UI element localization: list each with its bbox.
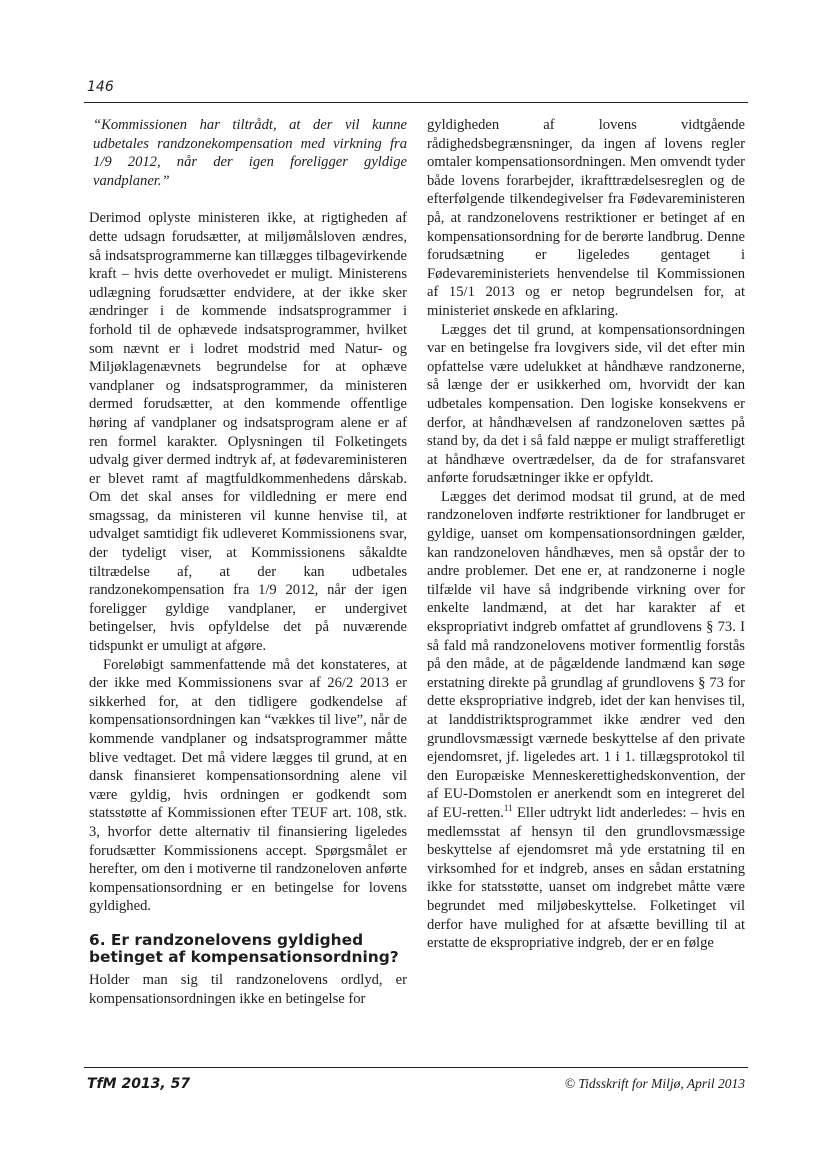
- paragraph: Derimod oplyste ministeren ikke, at rigtigheden af dette udsagn forudsætter, at miljømålsloven ændres, så indsatsprogrammerne kan tillægges tilbagevirkende kraft – hvis dette overhovedet er muligt. Ministerens udlægning forudsætter endvidere, at der ikke sker ændringer i de kommende indsatsprogrammer i forhold til de ophævede indsatsprogrammer, hvilket som nævnt er i lodret modstrid med Natur- og Miljøklagenævnets begrundelse for at ophæve vandplaner og indsatsprogrammer, da ministeren dermed forudsætter, at den kommende offentlige høring af vandplaner og indsatsprogram alene er af ren formel karakter. Oplysningen til Folketingets udvalg giver dermed indtryk af, at fødevareministeren er blevet ramt af magtfuldkommenhedens dårskab. Om det skal anses for vildledning er mere end smagssag, da ministeren vil kunne henvise til, at udvalget samtidigt fik udleveret Kommissionens svar, der tydeligt viser, at Kommissionens såkaldte tiltrædelse af, at der kan udbetales randzonekompensation fra 1/9 2012, når der igen foreligger gyldige vandplaner, er undergivet betingelser, hvis opfyldelse det på nuværende tidspunkt er umuligt at afgøre.: [89, 210, 407, 655]
- paragraph-text: Lægges det derimod modsat til grund, at de med randzoneloven indførte restriktioner for landbruget er gyldige, uanset om kompensationsordningen gælder, kan randzoneloven håndhæves, men så opstår der to andre problemer. Det ene er, at randzonerne i nogle tilfælde vil have så indgribende virkning over for enkelte landmænd, at det har karakter af et ekspropriativt indgreb omfattet af grundlovens § 73. I så fald må randzonelovens motiver formentlig forstås på den måde, at de pågældende landmænd kan søge erstatning direkte på grundlag af grundlovens § 73 for dette ekspropriative indgreb, idet der kan henvises til, at landdistriktsprogrammet ikke ændrer ved den grundlovsmæssigt værnede beskyttelse af den private ejendomsret, jf. ligeledes art. 1 i 1. tillægsprotokol til den Europæiske Menneskerettighedskonvention, der af EU-Domstolen er anerkendt som en integreret del af EU-retten.: [427, 488, 745, 821]
- copyright-notice: © Tidsskrift for Miljø, April 2013: [564, 1076, 745, 1091]
- page-number: 146: [87, 79, 114, 95]
- header-rule: [84, 102, 748, 103]
- paragraph: Lægges det til grund, at kompensationsordningen var en betingelse fra lovgivers side, vil det efter min opfattelse være udelukket at håndhæve randzonerne, så længe der er usikkerhed om, hvorvidt der kan udbetales kompensation. Den logiske konsekvens er derfor, at håndhævelsen af randzoneloven sættes på stand by, da det i så fald næppe er muligt strafferetligt at håndhæve overtrædelser, da de for strafansvaret anførte forudsætninger ikke er opfyldt.: [427, 321, 745, 487]
- footnote-marker[interactable]: 11: [503, 803, 513, 814]
- right-column: [427, 116, 745, 953]
- paragraph: Foreløbigt sammenfattende må det konstateres, at der ikke med Kommissionens svar af 26/2 2013 er sikkerhed for, at den tidligere godkendelse af kompensationsordningen kan “vækkes til live”, når de kommende vandplaner og indsatsprogrammer måtte blive vedtaget. Det må videre lægges til grund, at en dansk finansieret kompensationsordning alene vil være gyldig, hvis ordningen er godkendt som statsstøtte af Kommissionen efter TEUF art. 108, stk. 3, hvorfor dette alternativ til finansiering ligeledes forudsætter Kommissionens accept. Spørgsmålet er herefter, om den i motiverne til randzoneloven anførte kompensationsordning er en betingelse for lovens gyldighed.: [89, 656, 407, 915]
- left-column: [89, 116, 407, 1008]
- paragraph-text: Eller udtrykt lidt anderledes: – hvis en medlemsstat af hensyn til den grundlovsmæssige beskyttelse af ejendomsret må yde erstatning til en virksomhed for et indgreb, anses en sådan erstatning ikke for statsstøtte, uanset om indgrebet måtte være begrundet med miljøbeskyttelse. Folketinget vil derfor have mulighed for at afsætte bevilling til at erstatte de ekspropriative indgreb, der er en følge: [427, 804, 746, 952]
- paragraph: gyldigheden af lovens vidtgående rådighedsbegrænsninger, da ingen af lovens regler omtaler kompensationsordningen. Men omvendt tyder både lovens forarbejder, ikrafttrædelsesreglen og de efterfølgende tilkendegivelser fra Fødevareministeren på, at randzonelovens restriktioner er betinget af en kompensationsordning for de berørte landbrug. Denne forudsætning er ligeledes gentaget i Fødevareministeriets henvendelse til Kommissionen af 15/1 2013 og er netop begrundelsen for, at ministeriet ønskede en afklaring.: [427, 117, 745, 319]
- block-quote: “Kommissionen har tiltrådt, at der vil kunne udbetales randzonekompensation med virkning fra 1/9 2012, når der igen foreligger gyldige vandplaner.”: [93, 117, 407, 189]
- journal-citation: TfM 2013, 57: [87, 1076, 191, 1092]
- paragraph: [427, 488, 745, 953]
- footer-rule: [84, 1067, 748, 1068]
- section-heading: 6. Er randzonelovens gyldighed betinget af kompensationsordning?: [89, 930, 399, 967]
- paragraph: Holder man sig til randzonelovens ordlyd, er kompensationsordningen ikke en betingelse for: [89, 971, 407, 1007]
